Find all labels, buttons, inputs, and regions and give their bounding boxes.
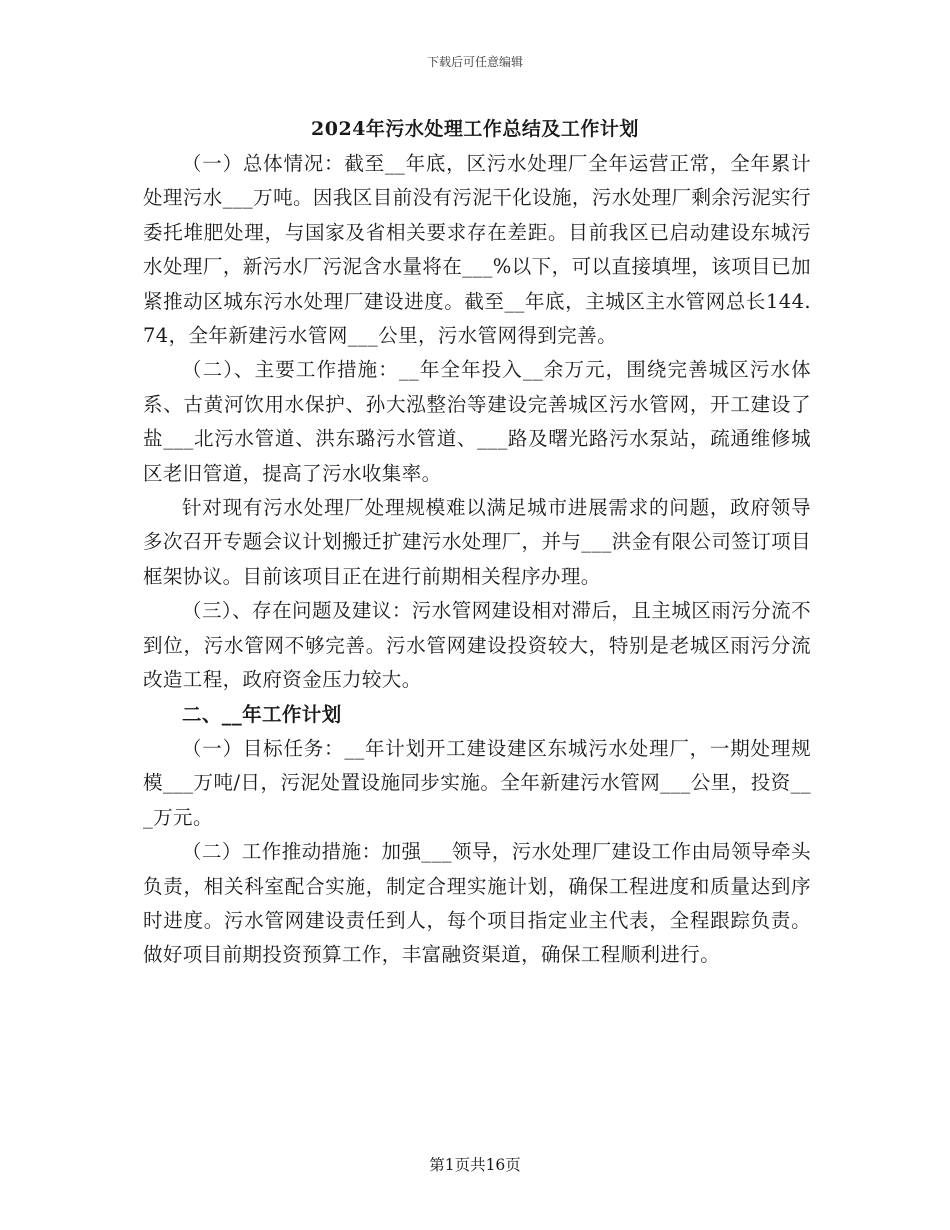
document-body xyxy=(143,147,811,973)
section-heading-work-plan: 二、__年工作计划 xyxy=(182,702,342,726)
paragraph-target-tasks: （一）目标任务：__年计划开工建设建区东城污水处理厂，一期处理规模___万吨/日，污泥处置设施同步实施。全年新建污水管网___公里，投资___万元。 xyxy=(143,736,811,829)
paragraph-main-measures: （二）、主要工作措施：__年全年投入__余万元，围绕完善城区污水体系、古黄河饮用水保护、孙大泓整治等建设完善城区污水管网，开工建设了盐___北污水管道、洪东璐污水管道、___路及曙光路污水泵站，疏通维修城区老旧管道，提高了污水收集率。 xyxy=(143,358,811,485)
page-number-footer: 第1页共16页 xyxy=(429,1156,521,1174)
header-note: 下载后可任意编辑 xyxy=(426,55,523,69)
paragraph-overall-situation: （一）总体情况：截至__年底，区污水处理厂全年运营正常，全年累计处理污水___万吨。因我区目前没有污泥干化设施，污水处理厂剩余污泥实行委托堆肥处理，与国家及省相关要求存在差距。目前我区已启动建设东城污水处理厂，新污水厂污泥含水量将在___%以下，可以直接填埋，该项目已加紧推动区城东污水处理厂建设进度。截至__年底，主城区主水管网总长144.74，全年新建污水管网___公里，污水管网得到完善。 xyxy=(143,152,811,348)
paragraph-promotion-measures: （二）工作推动措施：加强___领导，污水处理厂建设工作由局领导牵头负责，相关科室配合实施，制定合理实施计划，确保工程进度和质量达到序时进度。污水管网建设责任到人，每个项目指定业主代表，全程跟踪负责。做好项目前期投资预算工作，丰富融资渠道，确保工程顺利进行。 xyxy=(143,840,811,967)
paragraph-relocation-plan: 针对现有污水处理厂处理规模难以满足城市进展需求的问题，政府领导多次召开专题会议计划搬迁扩建污水处理厂，并与___洪金有限公司签订项目框架协议。目前该项目正在进行前期相关程序办理。 xyxy=(143,496,811,588)
document-title: 2024年污水处理工作总结及工作计划 xyxy=(311,118,639,140)
paragraph-problems-suggestions: （三）、存在问题及建议：污水管网建设相对滞后，且主城区雨污分流不到位，污水管网不够完善。污水管网建设投资较大，特别是老城区雨污分流改造工程，政府资金压力较大。 xyxy=(143,599,811,692)
